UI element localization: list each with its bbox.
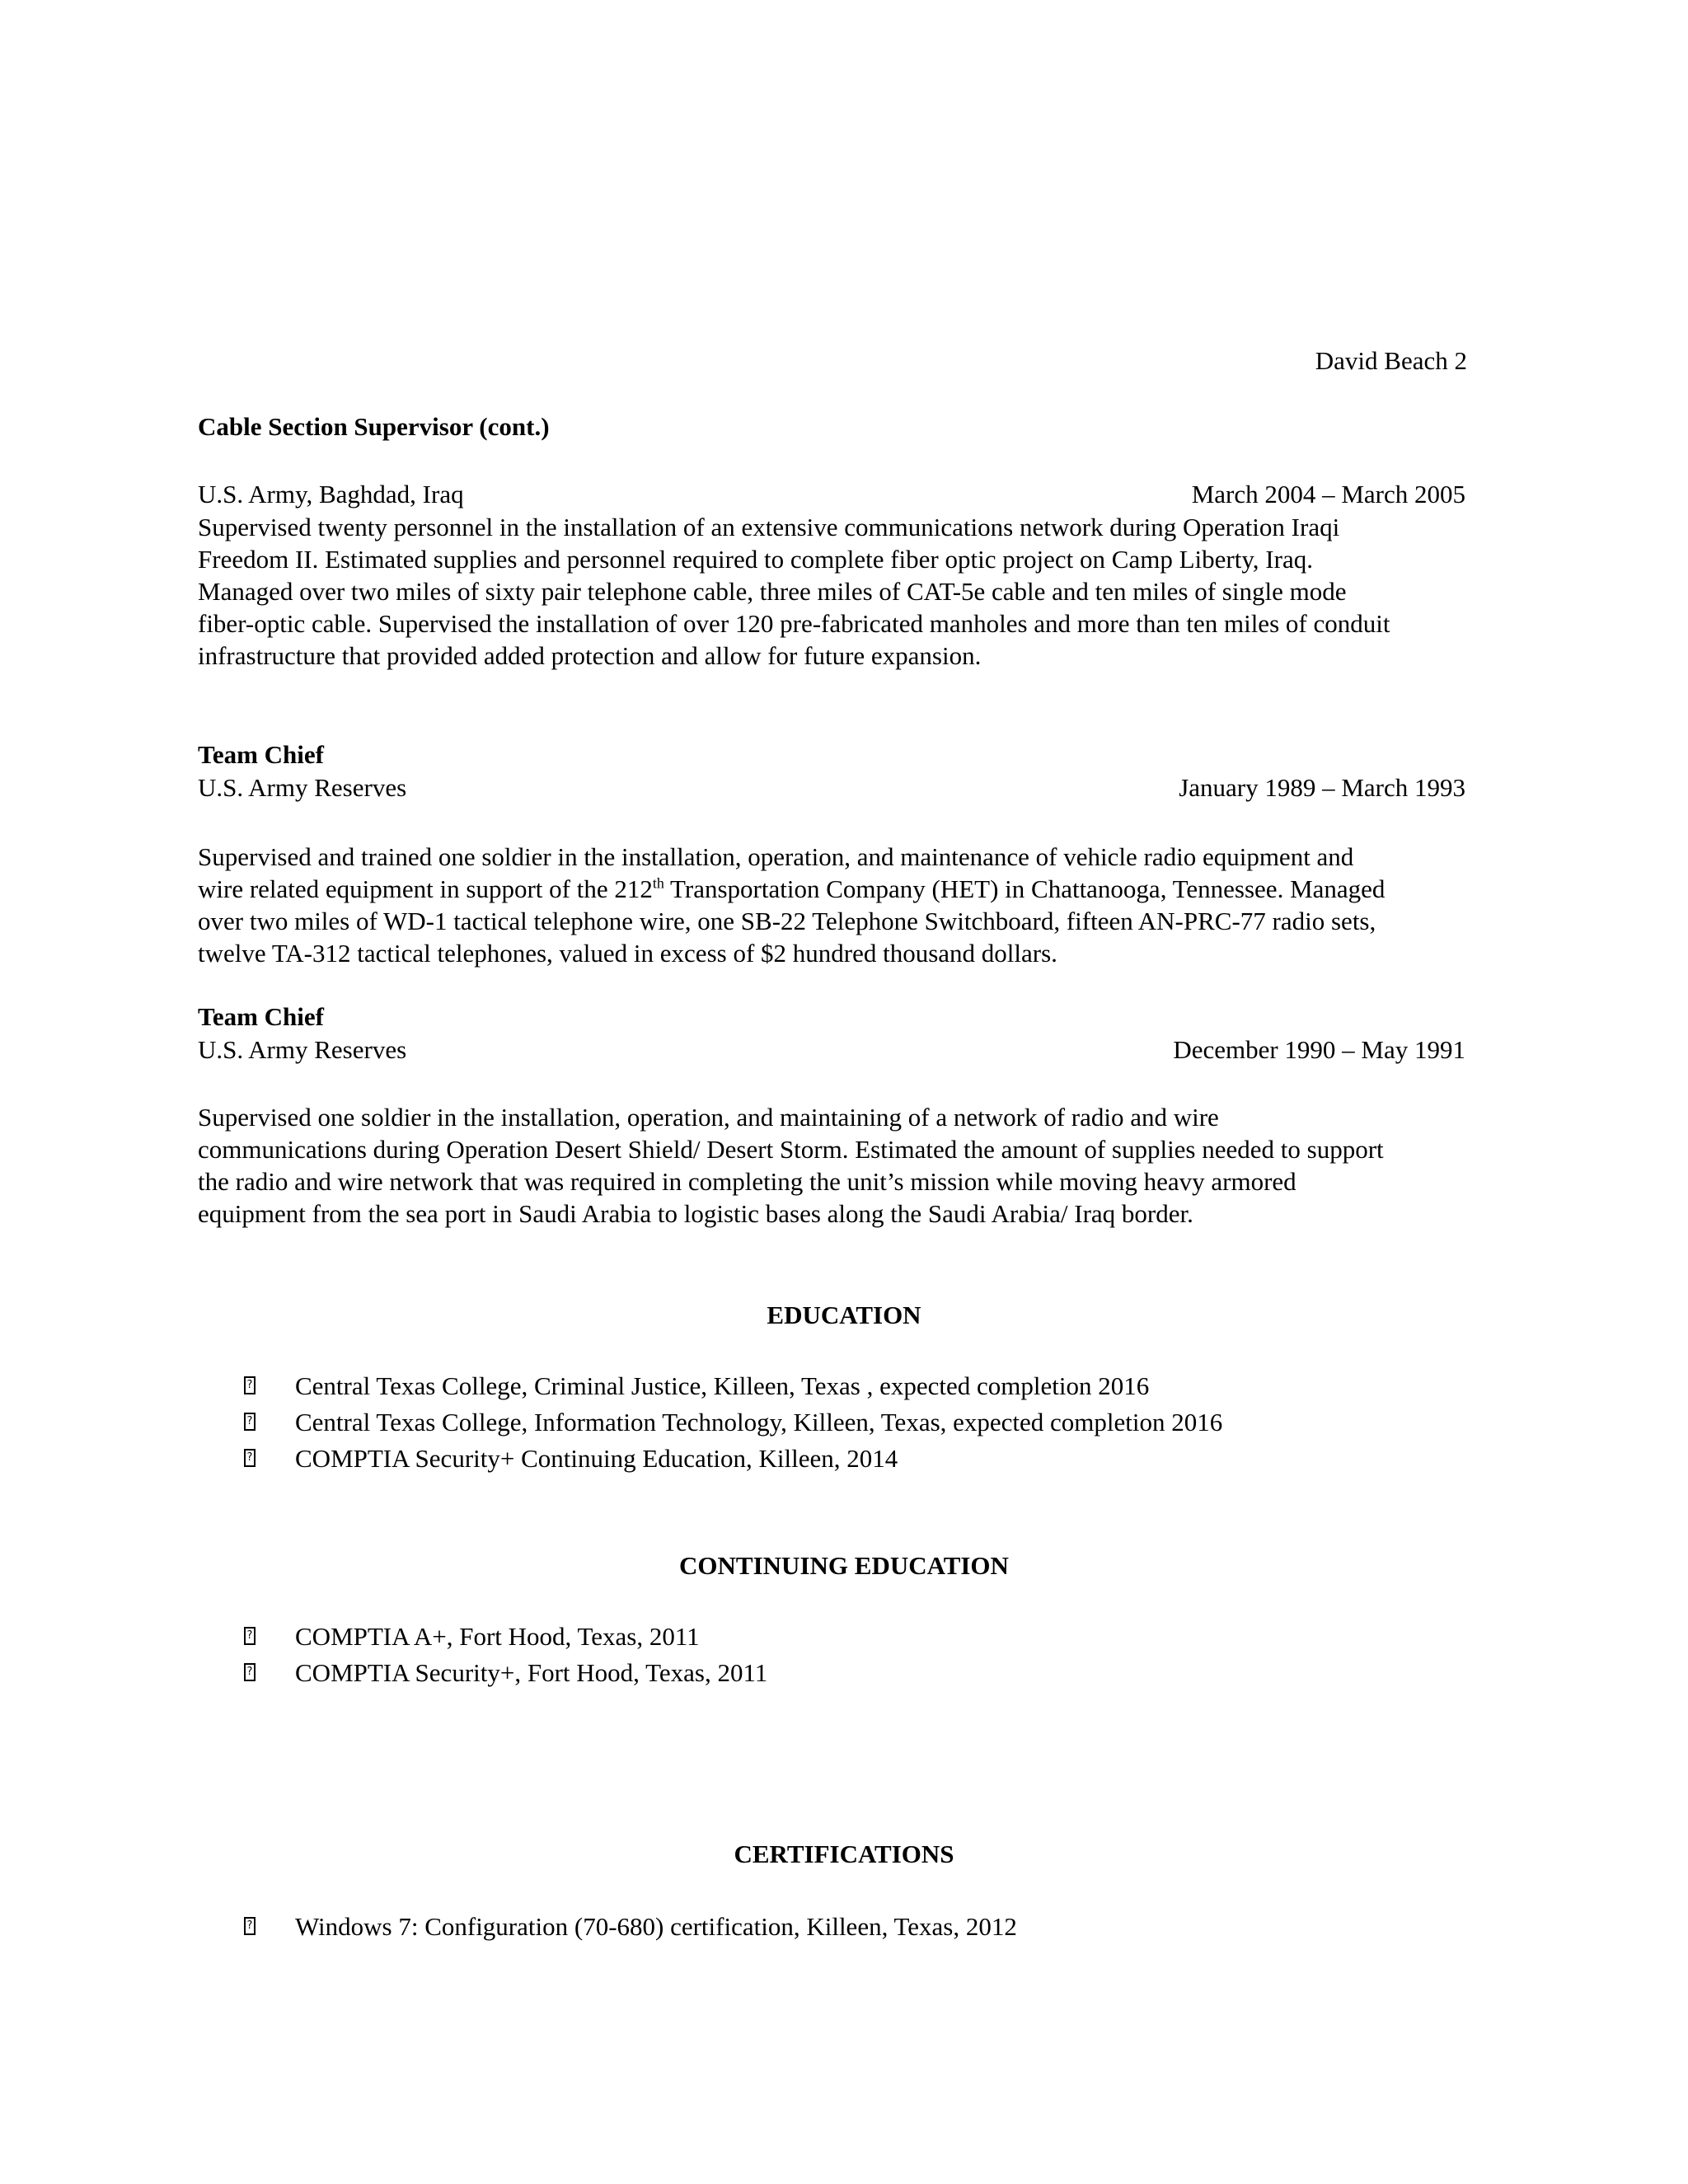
description-line: fiber-optic cable. Supervised the installation of over 120 pre-fabricated manholes and more than ten miles of conduit — [198, 609, 1390, 638]
description-line: twelve TA-312 tactical telephones, valued in excess of $2 hundred thousand dollars. — [198, 939, 1057, 968]
section-heading-certifications: CERTIFICATIONS — [734, 1840, 954, 1868]
missing-glyph-box-icon: ? — [244, 1413, 256, 1431]
description-line: Supervised one soldier in the installation, operation, and maintaining of a network of radio and wire — [198, 1103, 1219, 1132]
job-title: Cable Section Supervisor (cont.) — [198, 412, 550, 441]
job-title: Team Chief — [198, 1002, 324, 1031]
job-org: U.S. Army Reserves — [198, 773, 407, 802]
missing-glyph-box-icon: ? — [244, 1663, 256, 1681]
list-item-text: COMPTIA Security+, Fort Hood, Texas, 2011 — [295, 1658, 768, 1687]
description-text: wire related equipment in support of the 212 — [198, 874, 653, 903]
list-item-text: Central Texas College, Criminal Justice, Killeen, Texas , expected completion 2016 — [295, 1371, 1150, 1400]
job-description — [198, 841, 1484, 969]
list-item-text: COMPTIA Security+ Continuing Education, Killeen, 2014 — [295, 1444, 898, 1473]
description-line: Managed over two miles of sixty pair telephone cable, three miles of CAT-5e cable and ten miles of single mode — [198, 577, 1347, 606]
job-org-dates-row — [198, 1035, 1465, 1068]
section-heading-continuing-education: CONTINUING EDUCATION — [679, 1551, 1009, 1580]
job-description — [198, 1101, 1484, 1230]
job-org-dates-row — [198, 480, 1465, 513]
job-dates: March 2004 – March 2005 — [1191, 480, 1465, 509]
list-item-text: COMPTIA A+, Fort Hood, Texas, 2011 — [295, 1622, 700, 1651]
ordinal-suffix: th — [652, 874, 664, 892]
missing-glyph-box-icon: ? — [244, 1376, 256, 1394]
list-item-text: Central Texas College, Information Technology, Killeen, Texas, expected completion 2016 — [295, 1408, 1223, 1436]
page-header-name: David Beach 2 — [1315, 346, 1467, 375]
description-text: Transportation Company (HET) in Chattanooga, Tennessee. Managed — [663, 874, 1386, 903]
missing-glyph-box-icon: ? — [244, 1627, 256, 1645]
job-description — [198, 511, 1484, 672]
job-org: U.S. Army, Baghdad, Iraq — [198, 480, 464, 509]
job-dates: December 1990 – May 1991 — [1173, 1035, 1465, 1064]
list-item-text: Windows 7: Configuration (70-680) certification, Killeen, Texas, 2012 — [295, 1912, 1017, 1941]
description-line: Supervised twenty personnel in the installation of an extensive communications network during Operation Iraqi — [198, 513, 1340, 541]
job-title: Team Chief — [198, 740, 324, 769]
description-line: infrastructure that provided added protection and allow for future expansion. — [198, 641, 982, 670]
description-line: Freedom II. Estimated supplies and personnel required to complete fiber optic project on Camp Liberty, Iraq. — [198, 545, 1313, 574]
section-heading-education: EDUCATION — [767, 1301, 921, 1329]
job-org: U.S. Army Reserves — [198, 1035, 407, 1064]
description-line: the radio and wire network that was required in completing the unit’s mission while moving heavy armored — [198, 1167, 1296, 1196]
description-line — [198, 873, 1484, 905]
missing-glyph-box-icon: ? — [244, 1917, 256, 1935]
description-line: Supervised and trained one soldier in the installation, operation, and maintenance of vehicle radio equipment and — [198, 842, 1354, 871]
job-org-dates-row — [198, 773, 1465, 806]
description-line: over two miles of WD-1 tactical telephone wire, one SB-22 Telephone Switchboard, fifteen AN-PRC-77 radio sets, — [198, 907, 1376, 935]
missing-glyph-box-icon: ? — [244, 1449, 256, 1467]
job-dates: January 1989 – March 1993 — [1179, 773, 1465, 802]
description-line: equipment from the sea port in Saudi Arabia to logistic bases along the Saudi Arabia/ Iraq border. — [198, 1199, 1193, 1228]
description-line: communications during Operation Desert Shield/ Desert Storm. Estimated the amount of supplies needed to support — [198, 1135, 1384, 1164]
